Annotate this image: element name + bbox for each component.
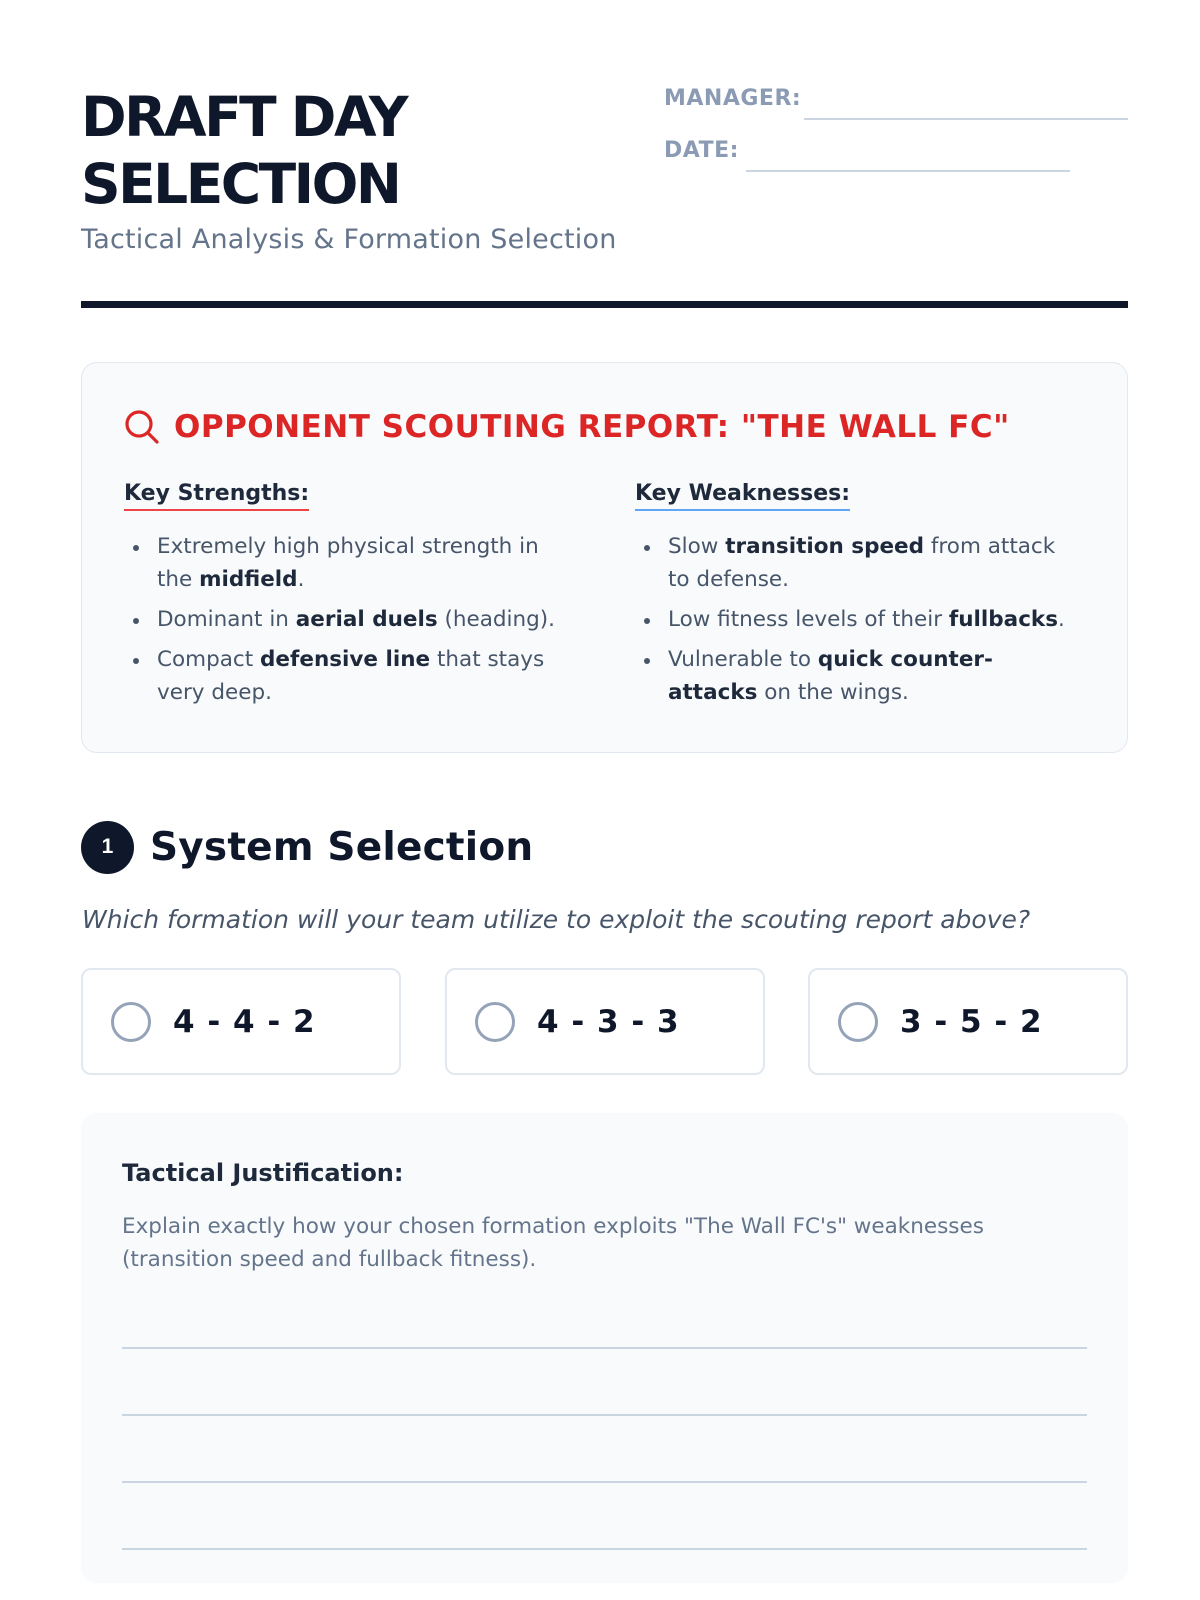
- list-item: Compact defensive line that stays very deep.: [124, 643, 564, 709]
- radio-button[interactable]: [475, 1002, 515, 1042]
- weaknesses-column: [635, 481, 1075, 716]
- manager-field[interactable]: [804, 118, 1128, 120]
- search-icon: [124, 409, 160, 445]
- weaknesses-list: [635, 530, 1075, 709]
- scouting-report-title: [124, 407, 1010, 447]
- list-item: Dominant in aerial duels (heading).: [124, 603, 564, 636]
- strengths-heading: Key Strengths:: [124, 481, 309, 511]
- manager-row: [664, 84, 1128, 136]
- title-line-1: DRAFT DAY: [81, 85, 407, 149]
- section-title: System Selection: [150, 824, 534, 870]
- justification-prompt: Explain exactly how your chosen formation exploits "The Wall FC's" weaknesses (transition speed and fullback fitness).: [122, 1214, 984, 1272]
- list-item: Low fitness levels of their fullbacks.: [635, 603, 1075, 636]
- list-item: Slow transition speed from attack to defense.: [635, 530, 1075, 596]
- date-row: [664, 136, 1128, 188]
- radio-button[interactable]: [111, 1002, 151, 1042]
- page-subtitle: Tactical Analysis & Formation Selection: [81, 224, 617, 255]
- formation-option-442[interactable]: [81, 968, 401, 1075]
- title-line-2: SELECTION: [81, 152, 400, 216]
- date-field[interactable]: [746, 170, 1070, 172]
- writing-line[interactable]: [122, 1548, 1087, 1550]
- weaknesses-heading: Key Weaknesses:: [635, 481, 850, 511]
- radio-button[interactable]: [838, 1002, 878, 1042]
- list-item: Vulnerable to quick counter-attacks on the wings.: [635, 643, 1075, 709]
- formation-option-352[interactable]: [808, 968, 1128, 1075]
- manager-label: MANAGER:: [664, 86, 802, 111]
- formation-option-label: 4 - 3 - 3: [537, 1003, 680, 1040]
- writing-line[interactable]: [122, 1481, 1087, 1483]
- tactical-justification-card: [81, 1113, 1128, 1583]
- writing-line[interactable]: [122, 1347, 1087, 1349]
- meta-fields: [664, 84, 1128, 188]
- formation-option-433[interactable]: [445, 968, 765, 1075]
- formation-option-label: 4 - 4 - 2: [173, 1003, 316, 1040]
- section-number-badge: 1: [81, 821, 134, 874]
- scouting-report-heading: OPPONENT SCOUTING REPORT: "THE WALL FC": [174, 409, 1010, 445]
- justification-heading: Tactical Justification:: [122, 1159, 404, 1187]
- scouting-report-card: [81, 362, 1128, 753]
- strengths-list: [124, 530, 564, 709]
- formation-option-label: 3 - 5 - 2: [900, 1003, 1043, 1040]
- list-item: Extremely high physical strength in the midfield.: [124, 530, 564, 596]
- formation-question: Which formation will your team utilize to exploit the scouting report above?: [82, 905, 1031, 934]
- header-divider: [81, 301, 1128, 308]
- section-header-system-selection: [81, 820, 533, 874]
- date-label: DATE:: [664, 138, 739, 163]
- header: [81, 84, 1128, 312]
- strengths-column: [124, 481, 564, 716]
- writing-line[interactable]: [122, 1414, 1087, 1416]
